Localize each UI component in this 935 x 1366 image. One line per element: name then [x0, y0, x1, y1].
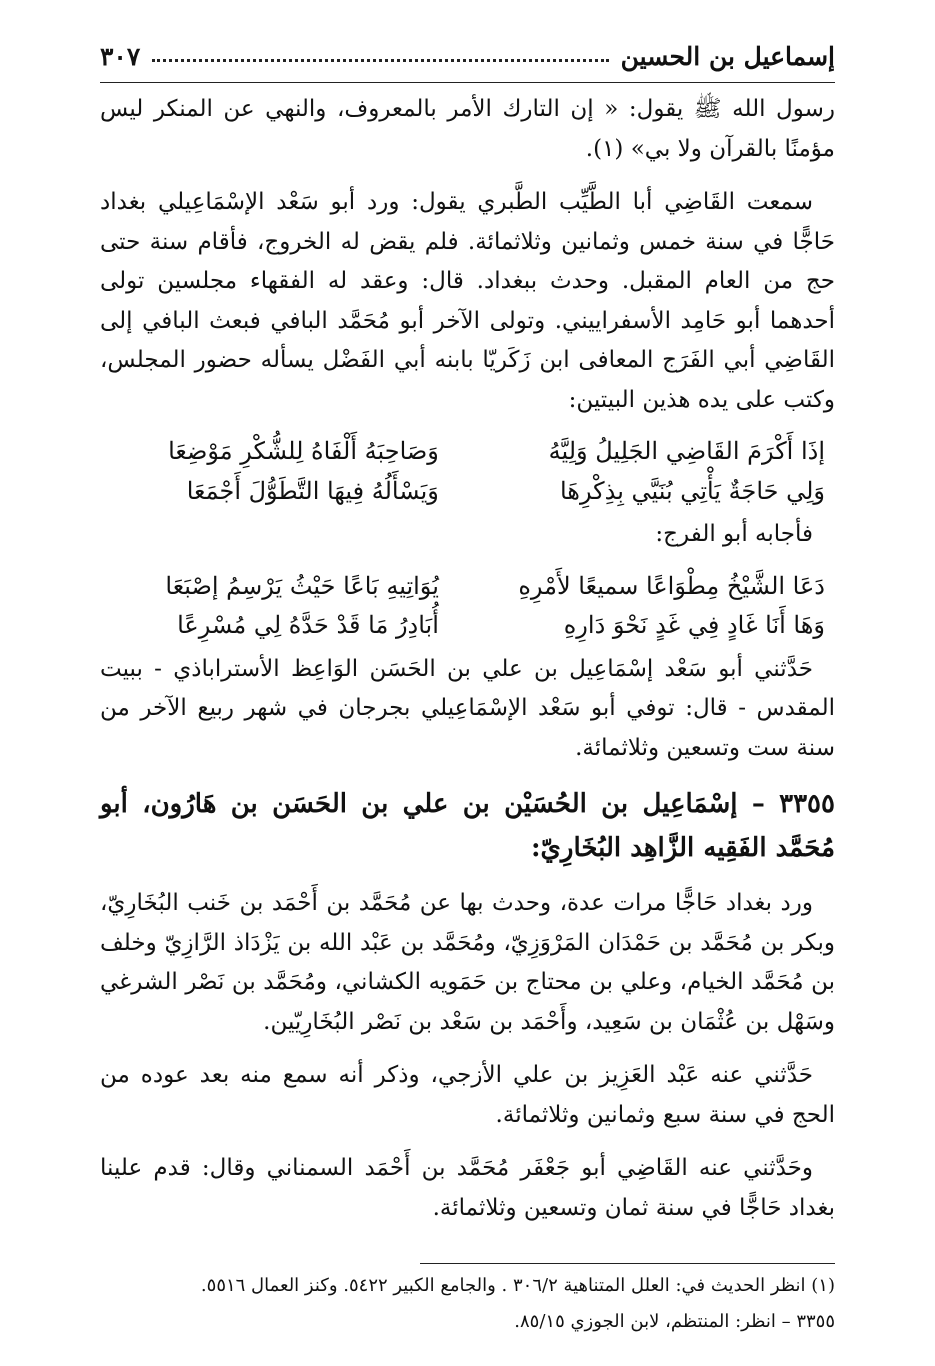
- poem-verses-2: [100, 567, 835, 646]
- verse-hemistich-second: أُبَادِرُ مَا قَدْ حَدَّهُ لِي مُسْرِعًا: [177, 611, 439, 639]
- page-number: ٣٠٧: [100, 41, 141, 71]
- entry-number: ٣٣٥٥ –: [751, 789, 835, 819]
- verse-hemistich-second: يُوَاتِيهِ بَاعًا حَيْثُ يَرْسِمُ إصْبَعَا: [165, 571, 439, 600]
- poem-verses-1: [100, 432, 835, 511]
- paragraph-reply-intro: فأجابه أبو الفرج:: [655, 521, 813, 547]
- verse-line: [100, 472, 835, 512]
- paragraph-azji-report: حَدَّثني عنه عَبْد العَزِيز بن علي الأزجي، وذكر أنه سمع منه بعد عوده من الحج في سنة سبع وثمانين وثلاثمائة.: [100, 1062, 835, 1128]
- verse-hemistich-first: دَعَا الشَّيْخُ مِطْوَاعًا سميعًا لأَمْرِهِ: [518, 571, 825, 600]
- footnote-rule: [420, 1263, 835, 1264]
- footnote-2: ٣٣٥٥ – انظر: المنتظم، لابن الجوزي ٨٥/١٥.: [514, 1311, 835, 1332]
- paragraph-hadith: رسول الله ﷺ يقول: « إن التارك الأمر بالمعروف، والنهي عن المنكر ليس مؤمنًا بالقرآن ولا بي» (١).: [100, 96, 835, 162]
- header-rule: [100, 82, 835, 83]
- main-text: [100, 90, 835, 1228]
- footnote-1: (١) انظر الحديث في: العلل المتناهية ٣٠٦/٢ . والجامع الكبير ٥٤٢٢. وكنز العمال ٥٥١٦.: [200, 1275, 835, 1296]
- running-header: [100, 36, 835, 76]
- entry-heading: [100, 782, 835, 870]
- paragraph-entry-body: ورد بغداد حَاجًّا مرات عدة، وحدث بها عن مُحَمَّد بن أَحْمَد بن خَنب البُخَارِيّ، وبكر بن مُحَمَّد بن حَمْدَان المَرْوَزِيّ، ومُحَمَّد بن عَبْد الله بن يَزْدَاذ الرَّازِيّ وخلف بن مُحَمَّد الخيام، وعلي بن محتاج بن حَمَويه الكشاني، ومُحَمَّد بن نَصْر الشرغي وسَهْل بن عُثْمَان بن سَعِيد، وأَحْمَد بن سَعْد بن نَصْر البُخَارِيّين.: [100, 890, 835, 1035]
- verse-hemistich-second: وَصَاحِبَهُ أَلْفَاهُ لِلشُّكْرِ مَوْضِعَا: [168, 437, 439, 465]
- footnotes: [100, 1268, 835, 1340]
- verse-hemistich-second: وَيَسْأَلُهُ فِيهَا التَّطَوُّلَ أَجْمَعَا: [186, 476, 439, 505]
- verse-line: [100, 567, 835, 607]
- verse-hemistich-first: وَهَا أَنَا غَادٍ فِي غَدٍ نَحْوَ دَارِهِ: [563, 611, 825, 639]
- verse-hemistich-first: إذَا أَكْرَمَ القَاضِي الجَلِيلُ وَلِيَّهُ: [548, 437, 825, 465]
- paragraph-death-report: حَدَّثني أبو سَعْد إسْمَاعِيل بن علي بن الحَسَن الوَاعِظ الأستراباذي - ببيت المقدس - قال: توفي أبو سَعْد الإسْمَاعِيلي بجرجان في شهر ربيع الآخر من سنة ست وتسعين وثلاثمائة.: [100, 655, 835, 761]
- verse-line: [100, 432, 835, 472]
- verse-hemistich-first: وَلِي حَاجَةٌ يَأْتِي بُنَيَّي بِذِكْرِهَا: [559, 476, 825, 505]
- paragraph-tabari-account: سمعت القَاضِي أبا الطَّيِّب الطَّبري يقول: ورد أبو سَعْد الإسْمَاعِيلي بغداد حَاجًّا في سنة خمس وثمانين وثلاثمائة. فلم يقض له الخروج، فأقام سنة حتى حج من العام المقبل. وحدث ببغداد. قال: وعقد له الفقهاء مجلسين تولى أحدهما أبو حَامِد الأسفراييني. وتولى الآخر أبو مُحَمَّد البافي فبعث البافي إلى القَاضِي أبي الفَرَج المعافى ابن زَكَريّا بابنه أبي الفَضْل يسأله حضور المجلس، وكتب على يده هذين البيتين:: [100, 189, 836, 413]
- header-leader-dots: [152, 51, 608, 62]
- header-title: إسماعيل بن الحسين: [620, 41, 835, 71]
- entry-title: إسْمَاعِيل بن الحُسَيْن بن علي بن الحَسَن بن هَارُون، أبو مُحَمَّد الفَقِيه الزَّاهِد البُخَارِيّ:: [100, 789, 835, 863]
- paragraph-simnani-report: وحَدَّثني عنه القَاضِي أبو جَعْفَر مُحَمَّد بن أَحْمَد السمناني وقال: قدم علينا بغداد حَاجًّا في سنة ثمان وتسعين وثلاثمائة.: [100, 1155, 835, 1221]
- verse-line: [100, 606, 835, 646]
